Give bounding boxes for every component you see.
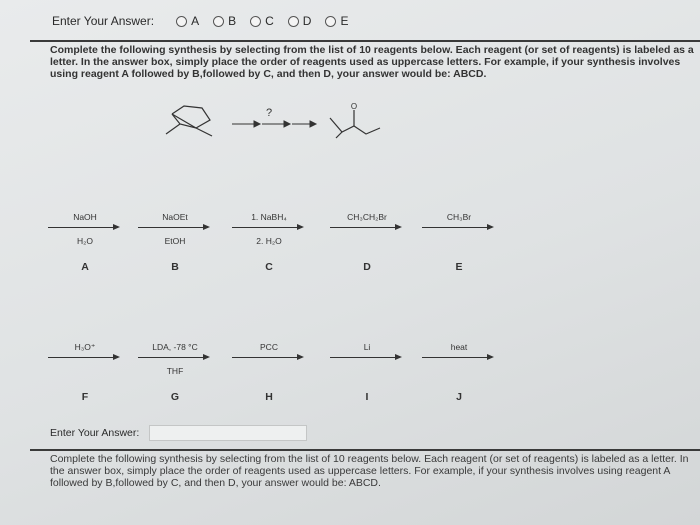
answer-radio-row [52, 14, 362, 28]
product-drawing [330, 110, 380, 138]
reaction-scheme [150, 100, 410, 160]
right-arrow-icon [48, 357, 118, 358]
product-oxygen-label: O [350, 102, 358, 111]
right-arrow-icon [138, 227, 208, 228]
question-page: Enter Your Answer: A B C D E Complete the following synthesis by selecting from the list of 10 reagents below. Each reagent (or set of reagents) is labeled as a letter. In the answer box, simply place the order of reagents used as uppercase letters. For example, if your synthesis involves using reagent A followed by B,followed by C, and then D, your answer would be: ABCD. ? O NaOH H₂O A NaOEt EtOH B 1. NaBH₄ 2. H₂O C CH₃CH₂Br D CH₃Br E H₃O⁺ F LDA, -78 °C THF G PCC H Li I heat J Enter Your Answer: Complete the following synthesis by selecting from the list of 10 reagents below. Each reagent (or set of reagents) is labeled as a letter. In the answer box, simply place the order of reagents used as uppercase letters. For example, if your synthesis involves using reagent A followed by B,followed by C, and then D, your answer would be: ABCD. [0, 0, 700, 525]
radio-circle-icon[interactable] [250, 16, 261, 27]
radio-circle-icon[interactable] [176, 16, 187, 27]
reaction-arrow-1 [232, 121, 260, 127]
answer-entry-row [50, 425, 307, 441]
reaction-question-mark: ? [265, 107, 273, 119]
radio-option-c[interactable]: C [250, 14, 274, 28]
starting-material-drawing [166, 106, 212, 136]
right-arrow-icon [422, 227, 492, 228]
right-arrow-icon [232, 357, 302, 358]
right-arrow-icon [422, 357, 492, 358]
answer-label: Enter Your Answer: [50, 427, 140, 439]
radio-option-d[interactable]: D [288, 14, 312, 28]
radio-option-a[interactable]: A [176, 14, 199, 28]
right-arrow-icon [330, 357, 400, 358]
right-arrow-icon [138, 357, 208, 358]
radio-circle-icon[interactable] [288, 16, 299, 27]
radio-option-b[interactable]: B [213, 14, 236, 28]
radio-circle-icon[interactable] [325, 16, 336, 27]
section-divider [30, 449, 700, 451]
section-divider [30, 40, 700, 42]
answer-input[interactable] [149, 425, 307, 441]
right-arrow-icon [48, 227, 118, 228]
instruction-text: Complete the following synthesis by selecting from the list of 10 reagents below. Each reagent (or set of reagents) is labeled as a letter. In the answer box, simply place the order of reagents used as uppercase letters. For example, if your synthesis involves using reagent A followed by B,followed by C, and then D, your answer would be: ABCD. [50, 44, 694, 80]
reaction-arrow-2 [262, 121, 316, 127]
radio-option-e[interactable]: E [325, 14, 348, 28]
answer-label: Enter Your Answer: [52, 14, 155, 28]
right-arrow-icon [232, 227, 302, 228]
instruction-text-2: Complete the following synthesis by selecting from the list of 10 reagents below. Each reagent (or set of reagents) is labeled as a letter. In the answer box, simply place the order of reagents used as uppercase letters. For example, if your synthesis involves using reagent A followed by B,followed by C, and then D, your answer would be: ABCD. [50, 453, 689, 489]
radio-circle-icon[interactable] [213, 16, 224, 27]
right-arrow-icon [330, 227, 400, 228]
